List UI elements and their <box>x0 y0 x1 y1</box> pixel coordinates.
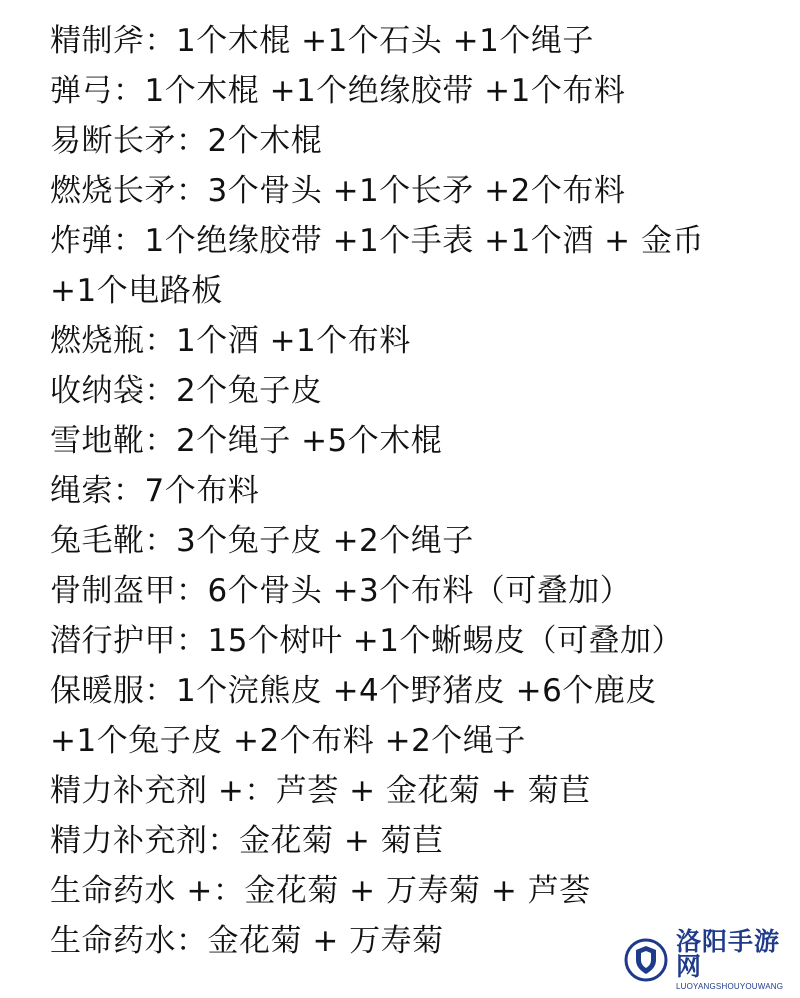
watermark-url: LUOYANGSHOUYOUWANG <box>676 982 784 991</box>
recipe-line: 生命药水：金花菊 + 万寿菊 <box>50 923 444 959</box>
recipe-line: 精力补充剂：金花菊 + 菊苣 <box>50 823 444 859</box>
recipe-line-continuation: +1个电路板 <box>50 273 223 309</box>
recipe-line: 雪地靴：2个绳子 +5个木棍 <box>50 423 443 459</box>
watermark-text <box>676 929 786 991</box>
recipe-line: 兔毛靴：3个兔子皮 +2个绳子 <box>50 523 474 559</box>
recipe-line: 弹弓：1个木棍 +1个绝缘胶带 +1个布料 <box>50 73 626 109</box>
recipe-line: 炸弹：1个绝缘胶带 +1个手表 +1个酒 + 金币 <box>50 223 705 259</box>
recipe-line: 绳索：7个布料 <box>50 473 260 509</box>
recipe-list <box>50 16 704 966</box>
recipe-line: 易断长矛：2个木棍 <box>50 123 323 159</box>
recipe-line: 潜行护甲：15个树叶 +1个蜥蜴皮（可叠加） <box>50 623 683 659</box>
watermark-name: 洛阳手游网 <box>676 927 781 981</box>
recipe-line: 收纳袋：2个兔子皮 <box>50 373 323 409</box>
recipe-line: 燃烧瓶：1个酒 +1个布料 <box>50 323 411 359</box>
recipe-line: 骨制盔甲：6个骨头 +3个布料（可叠加） <box>50 573 632 609</box>
shield-logo-icon <box>624 938 668 982</box>
recipe-line: 燃烧长矛：3个骨头 +1个长矛 +2个布料 <box>50 173 626 209</box>
recipe-line-continuation: +1个兔子皮 +2个布料 +2个绳子 <box>50 723 526 759</box>
recipe-line: 精力补充剂 +：芦荟 + 金花菊 + 菊苣 <box>50 773 591 809</box>
recipe-line: 保暖服：1个浣熊皮 +4个野猪皮 +6个鹿皮 <box>50 673 657 709</box>
recipe-line: 精制斧：1个木棍 +1个石头 +1个绳子 <box>50 23 594 59</box>
site-watermark <box>624 927 786 991</box>
recipe-line: 生命药水 +：金花菊 + 万寿菊 + 芦荟 <box>50 873 591 909</box>
